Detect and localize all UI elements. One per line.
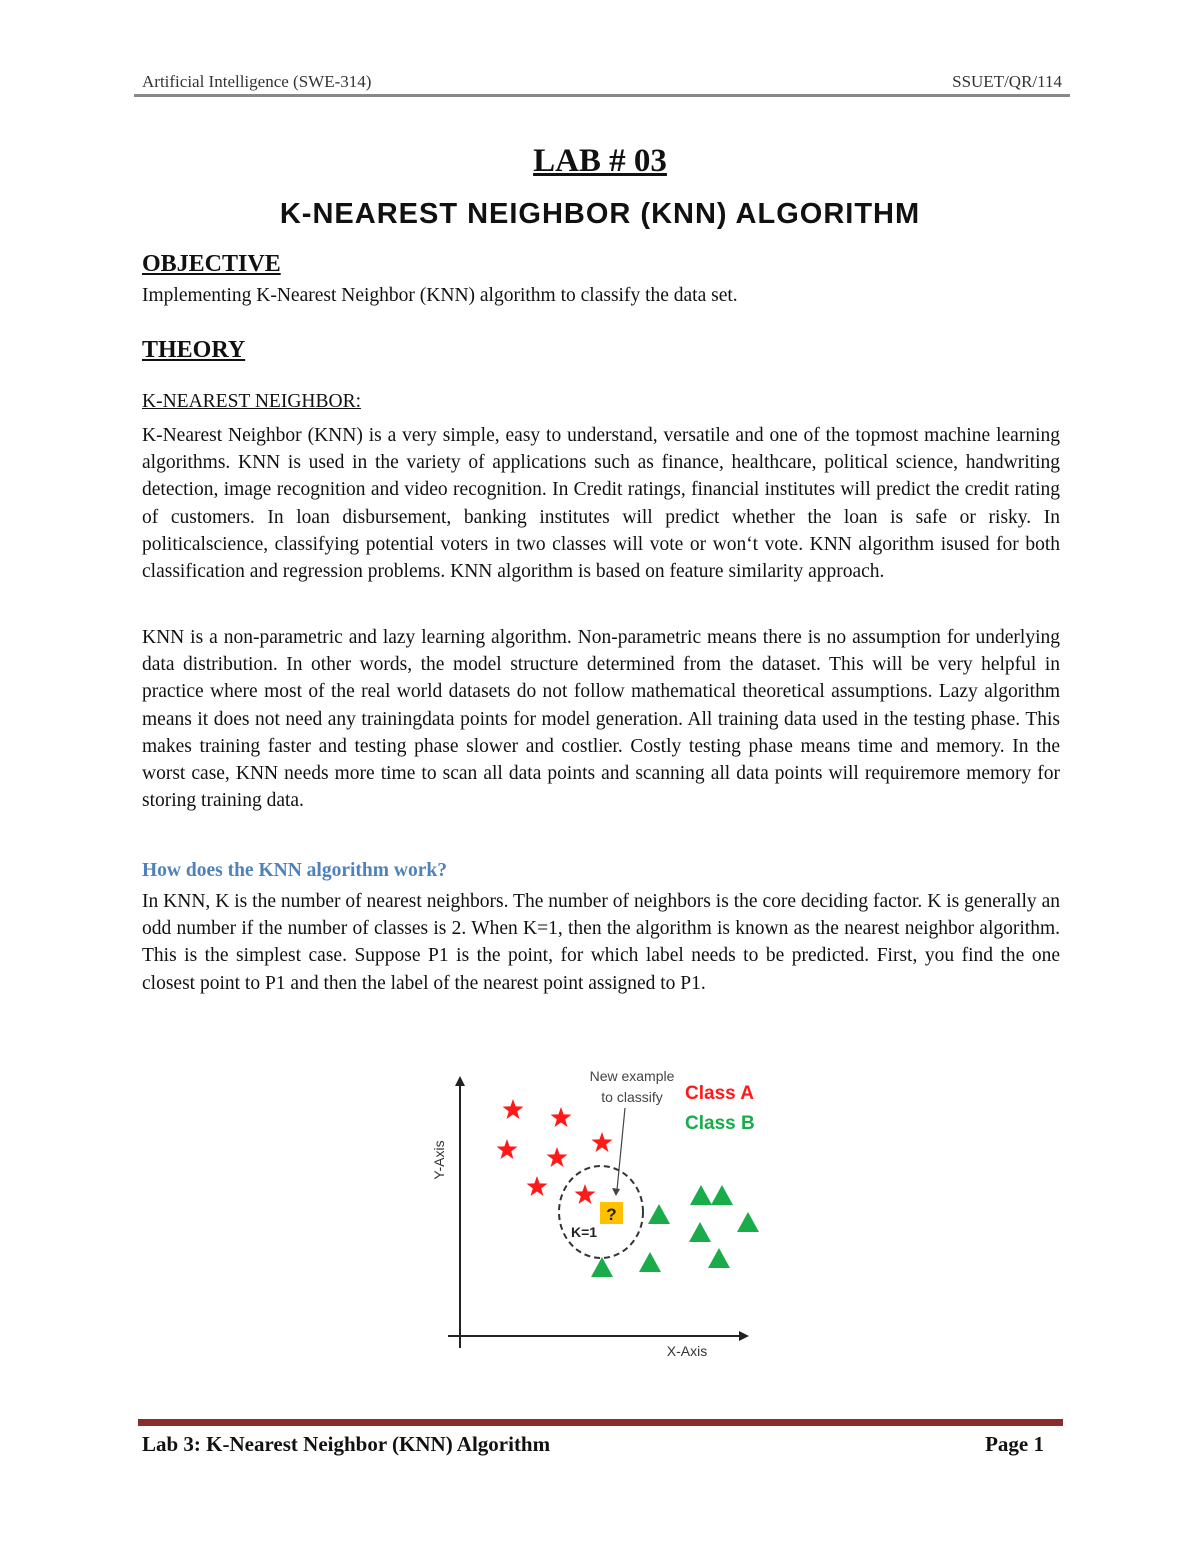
- x-axis: [448, 1331, 749, 1341]
- class-a-star: [592, 1132, 613, 1152]
- annotation-line-1: New example: [589, 1068, 675, 1084]
- theory-paragraph-1: K-Nearest Neighbor (KNN) is a very simple, easy to understand, versatile and one of the topmost machine learning algorithms. KNN is used in the variety of applications such as finance, healthcare, political science, handwriting detection, image recognition and video recognition. In Credit ratings, financial institutes will predict the credit rating of customers. In loan disbursement, banking institutes will predict whether the loan is safe or risky. In politicalscience, classifying potential voters in two classes will vote or won‘t vote. KNN algorithm isused for both classification and regression problems. KNN algorithm is based on feature similarity approach.: [142, 425, 1060, 583]
- theory-heading: THEORY: [142, 337, 246, 363]
- class-a-star: [547, 1147, 568, 1167]
- y-axis-label: Y-Axis: [431, 1140, 447, 1180]
- class-b-triangle: [648, 1204, 670, 1224]
- class-a-star: [551, 1107, 572, 1127]
- class-a-star: [497, 1139, 518, 1159]
- how-text: In KNN, K is the number of nearest neighbors. The number of neighbors is the core deciding factor. K is generally an odd number if the number of classes is 2. When K=1, then the algorithm is known as the nearest neighbor algorithm. This is the simplest case. Suppose P1 is the point, for which label needs to be predicted. First, you find the one closest point to P1 and then the label of the nearest point assigned to P1.: [142, 891, 1060, 994]
- knn-subheading: K-NEAREST NEIGHBOR:: [142, 391, 362, 412]
- objective-text: Implementing K-Nearest Neighbor (KNN) algorithm to classify the data set.: [142, 285, 738, 306]
- x-axis-label: X-Axis: [666, 1343, 708, 1359]
- lab-title: LAB # 03: [533, 143, 667, 179]
- class-a-star: [503, 1099, 524, 1119]
- class-a-star: [527, 1176, 548, 1196]
- main-title: K-NEAREST NEIGHBOR (KNN) ALGORITHM: [279, 198, 921, 230]
- header-course: Artificial Intelligence (SWE-314): [142, 72, 372, 91]
- k-label: K=1: [571, 1224, 598, 1240]
- class-b-triangle: [690, 1185, 712, 1205]
- annotation-arrow: [612, 1108, 625, 1196]
- footer-title: Lab 3: K-Nearest Neighbor (KNN) Algorithm: [142, 1432, 551, 1456]
- y-axis: [455, 1076, 465, 1348]
- class-b-triangle: [711, 1185, 733, 1205]
- query-mark: ?: [606, 1205, 617, 1224]
- class-b-triangle: [591, 1257, 613, 1277]
- class-a-star: [575, 1184, 596, 1204]
- theory-paragraph-2: KNN is a non-parametric and lazy learning algorithm. Non-parametric means there is no assumption for underlying data distribution. In other words, the model structure determined from the dataset. This will be very helpful in practice where most of the real world datasets do not follow mathematical theoretical assumptions. Lazy algorithm means it does not need any trainingdata points for model generation. All training data used in the testing phase. This makes training faster and testing phase slower and costlier. Costly testing phase means time and memory. In the worst case, KNN needs more time to scan all data points and scanning all data points will requiremore memory for storing training data.: [142, 627, 1060, 812]
- annotation-line-2: to classify: [601, 1089, 663, 1105]
- class-b-triangle: [708, 1248, 730, 1268]
- header-code: SSUET/QR/114: [952, 72, 1062, 91]
- class-b-triangle: [737, 1212, 759, 1232]
- class-b-triangle: [689, 1222, 711, 1242]
- legend-class-b: Class B: [685, 1113, 755, 1134]
- objective-heading: OBJECTIVE: [142, 251, 281, 277]
- footer-rule: [138, 1419, 1063, 1426]
- legend-class-a: Class A: [685, 1083, 754, 1104]
- how-heading: How does the KNN algorithm work?: [142, 860, 447, 881]
- page-number: Page 1: [985, 1432, 1044, 1456]
- class-b-triangle: [639, 1252, 661, 1272]
